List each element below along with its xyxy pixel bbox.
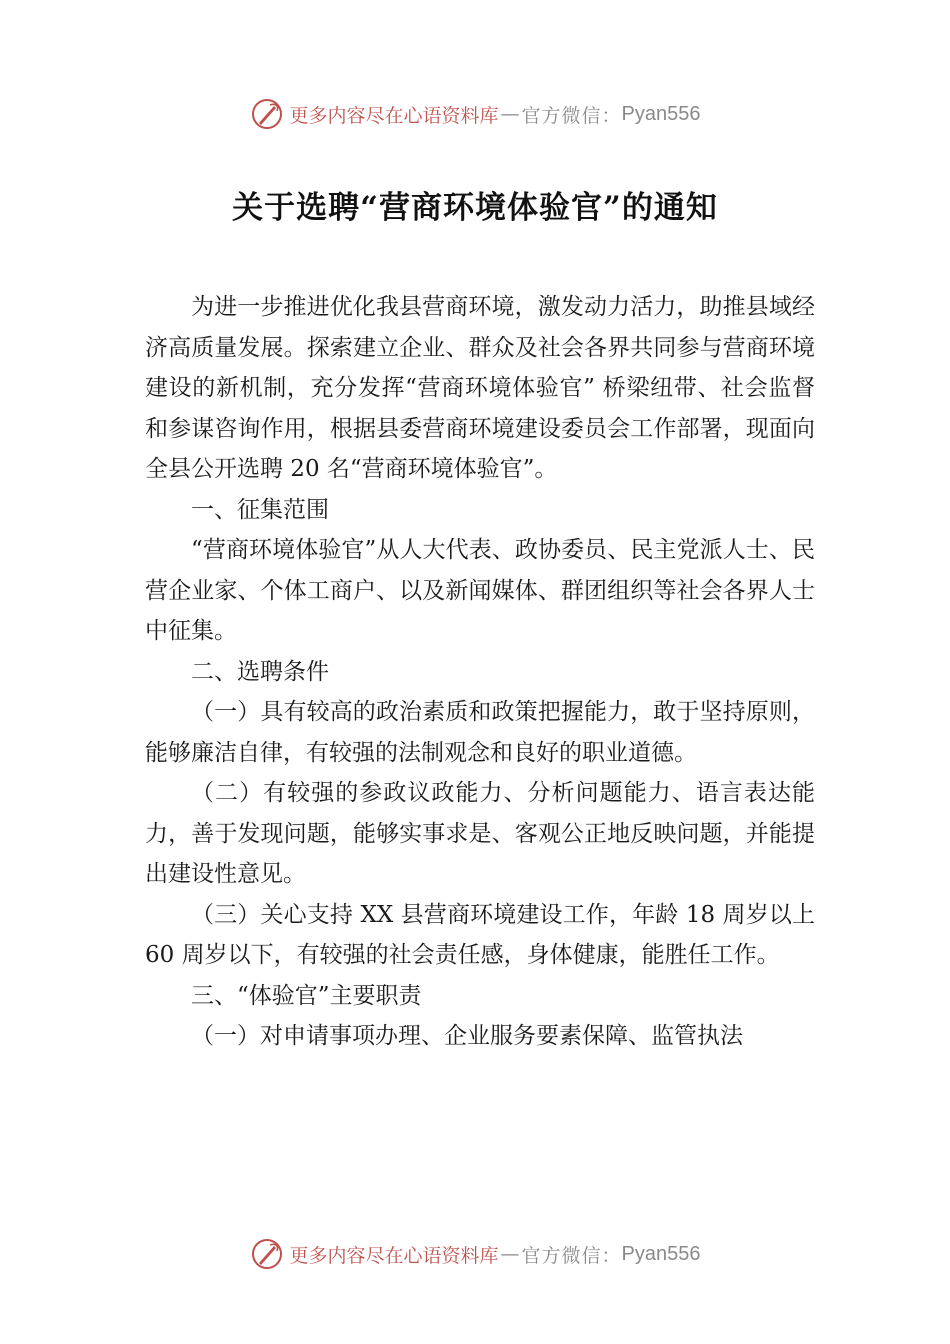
watermark-dash: — xyxy=(500,1243,520,1265)
paragraph-condition-3: （三）关心支持 XX 县营商环境建设工作，年龄 18 周岁以上 60 周岁以下，有较强的社会责任感，身体健康，能胜任工作。 xyxy=(145,901,815,968)
paragraph-intro: 为进一步推进优化我县营商环境，激发动力活力，助推县域经济高质量发展。探索建立企业、群众及社会各界共同参与营商环境建设的新机制，充分发挥“营商环境体验官” 桥梁纽带、社会监督和参谋咨询作用，根据县委营商环境建设委员会工作部署，现面向全县公开选聘 20 名“营商环境体验官”。 xyxy=(145,294,815,482)
paragraph-scope: “营商环境体验官”从人大代表、政协委员、民主党派人士、民营企业家、个体工商户、以及新闻媒体、群团组织等社会各界人士中征集。 xyxy=(145,537,815,644)
document-title: 关于选聘“营商环境体验官”的通知 xyxy=(232,190,718,226)
quill-logo-icon xyxy=(250,1237,284,1271)
watermark-wechat-id: Pyan556 xyxy=(621,1242,701,1265)
watermark-main-text: 更多内容尽在心语资料库 xyxy=(289,1244,499,1267)
section-heading-1: 一、征集范围 xyxy=(191,496,329,523)
paragraph-condition-1: （一）具有较高的政治素质和政策把握能力，敢于坚持原则，能够廉洁自律，有较强的法制观念和良好的职业道德。 xyxy=(145,699,815,766)
document-body xyxy=(145,287,815,1057)
paragraph-duty-1: （一）对申请事项办理、企业服务要素保障、监管执法 xyxy=(191,1023,743,1049)
header-watermark xyxy=(0,92,950,136)
watermark-wechat-label: 官方微信： xyxy=(521,104,622,127)
watermark-dash: — xyxy=(500,103,520,125)
section-heading-3: 三、“体验官”主要职责 xyxy=(191,982,422,1009)
footer-watermark xyxy=(0,1232,950,1276)
section-heading-2: 二、选聘条件 xyxy=(191,658,329,685)
watermark-wechat-id: Pyan556 xyxy=(621,102,701,125)
quill-logo-icon xyxy=(250,97,284,131)
watermark-wechat-label: 官方微信： xyxy=(521,1244,622,1267)
watermark-main-text: 更多内容尽在心语资料库 xyxy=(289,104,499,127)
paragraph-condition-2: （二）有较强的参政议政能力、分析问题能力、语言表达能力，善于发现问题，能够实事求是、客观公正地反映问题，并能提出建设性意见。 xyxy=(145,780,815,887)
